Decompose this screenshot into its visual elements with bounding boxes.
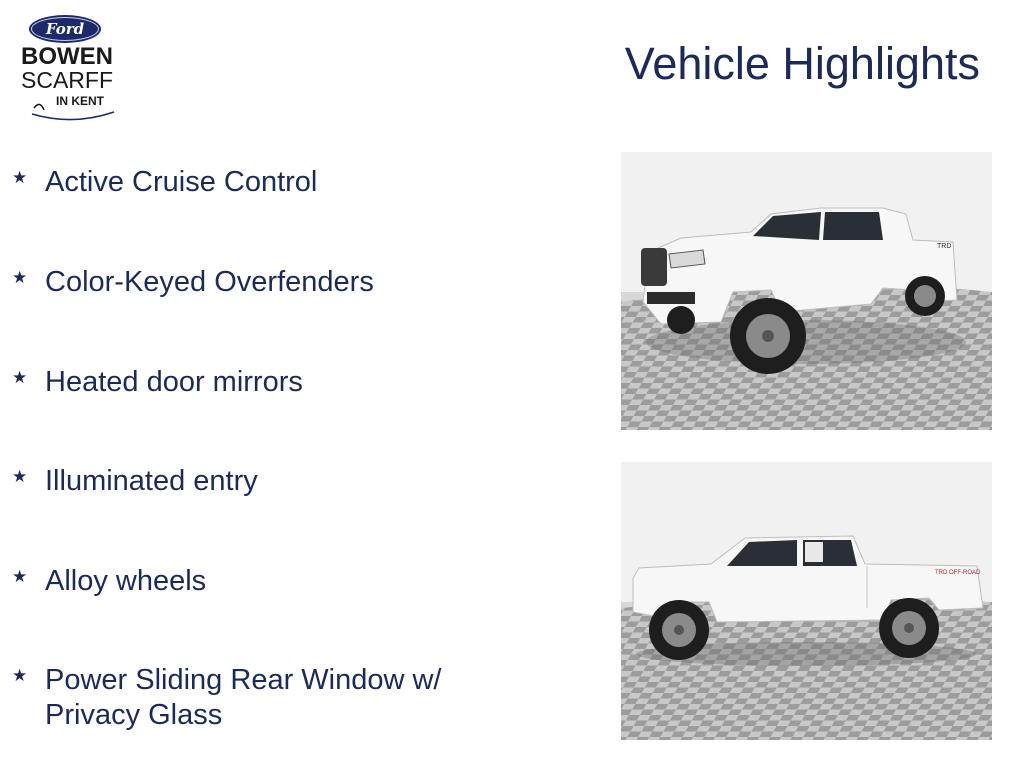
logo-line-scarff: SCARFF (21, 67, 113, 93)
dealer-logo (10, 14, 122, 124)
photo-badge: TRD (937, 243, 952, 250)
truck-front-three-quarter-photo (621, 152, 992, 430)
logo-line-bowen: BOWEN (21, 43, 113, 70)
feature-text: Alloy wheels (45, 565, 207, 597)
feature-text: Heated door mirrors (45, 366, 303, 398)
star-icon: ★ (12, 368, 28, 388)
truck-side-profile-photo (621, 462, 992, 740)
ford-oval-logo (29, 15, 101, 43)
star-icon: ★ (12, 567, 28, 587)
star-icon: ★ (12, 268, 28, 288)
feature-text: Color-Keyed Overfenders (45, 266, 374, 298)
star-icon: ★ (12, 168, 28, 188)
star-icon: ★ (12, 666, 28, 686)
feature-text: Power Sliding Rear Window w/ Privacy Glass (45, 664, 442, 731)
ford-oval-text: Ford (45, 20, 85, 38)
feature-text: Active Cruise Control (45, 166, 318, 198)
page-title: Vehicle Highlights (624, 38, 980, 89)
logo-line-kent: IN KENT (56, 94, 104, 108)
feature-text: Illuminated entry (45, 465, 258, 497)
photo-badge: TRD OFF-ROAD (935, 570, 981, 576)
star-icon: ★ (12, 467, 28, 487)
